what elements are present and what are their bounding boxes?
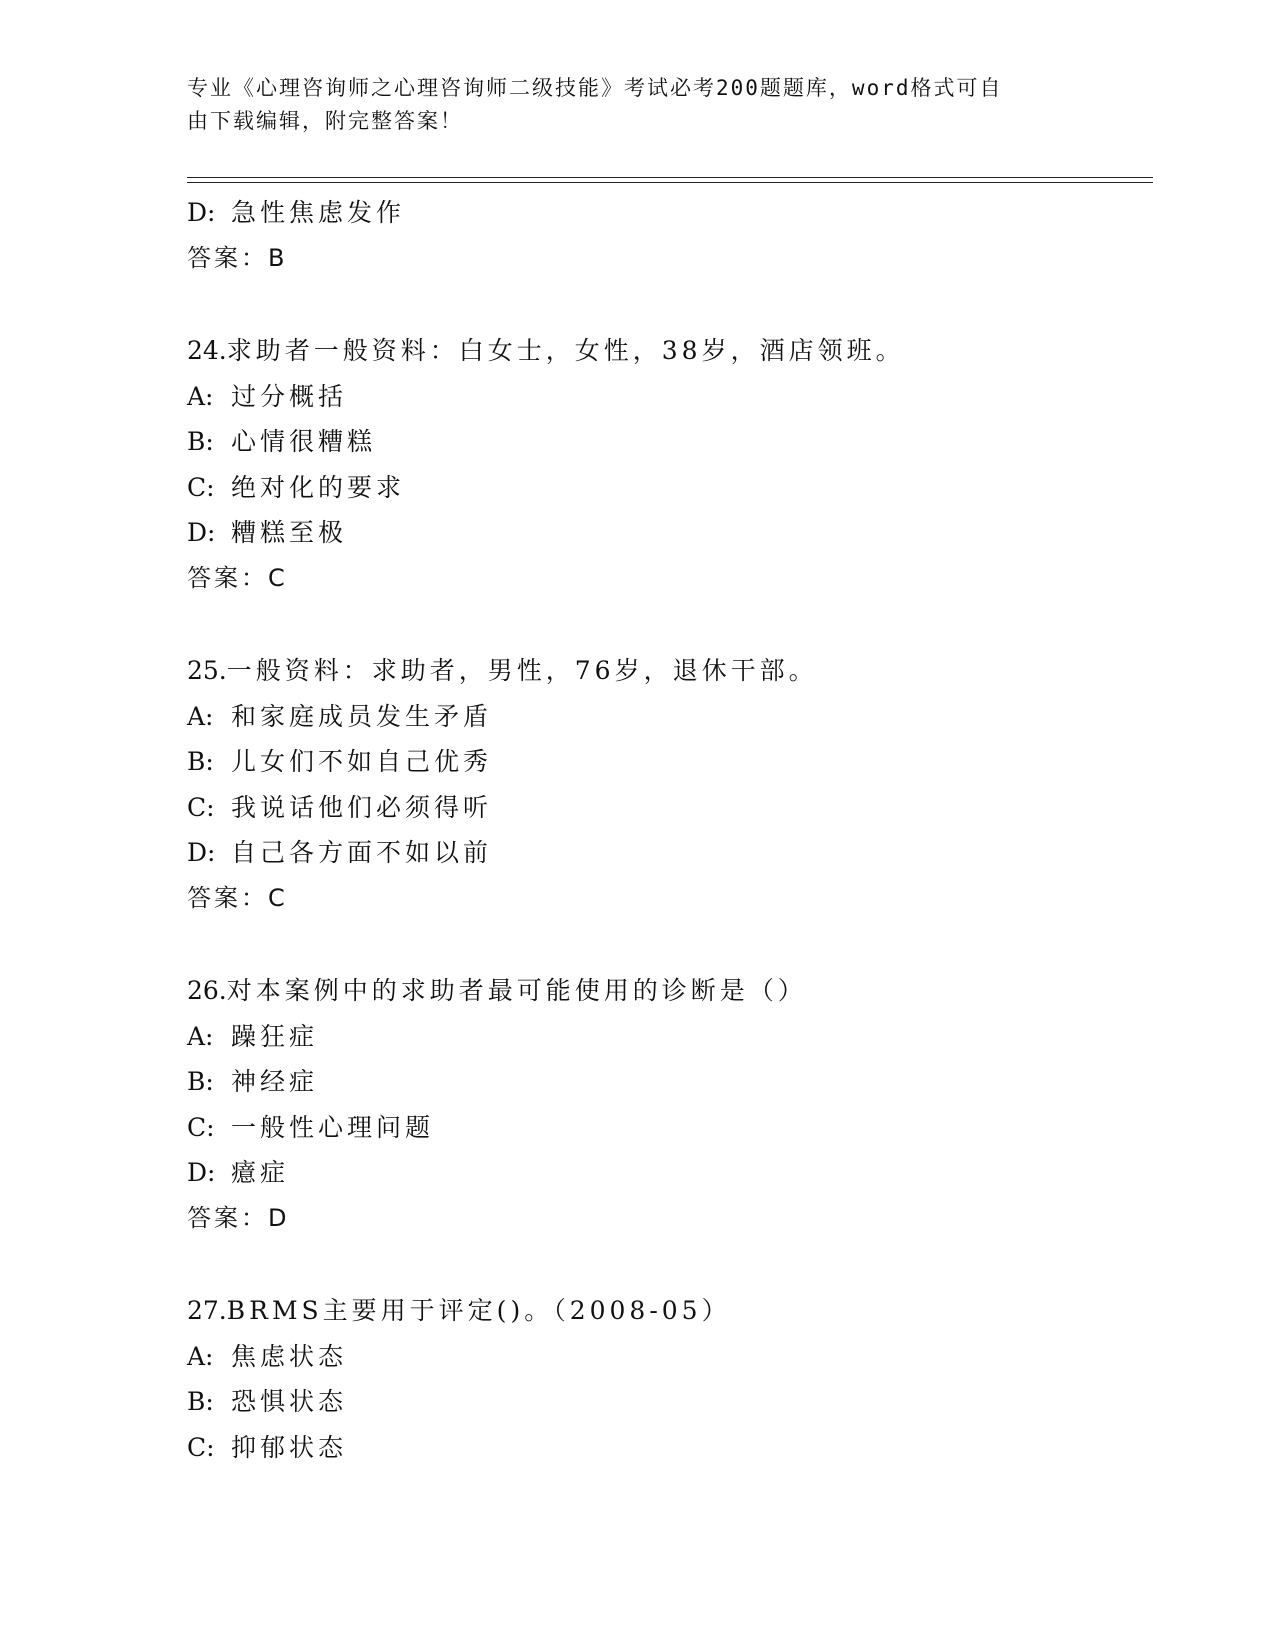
option-letter: C:	[187, 1112, 215, 1142]
option-letter: D:	[187, 1158, 216, 1187]
option-text: 我说话他们必须得听	[231, 792, 493, 822]
option-b	[187, 1379, 1147, 1425]
question-text: 一般资料：求助者，男性，76岁，退休干部。	[226, 656, 818, 685]
option-c	[187, 1105, 1147, 1151]
option-d	[187, 830, 1147, 876]
option-letter: B:	[187, 1387, 214, 1416]
option-text: 神经症	[231, 1067, 319, 1096]
question-number: 25.	[187, 656, 227, 685]
option-text: 儿女们不如自己优秀	[231, 747, 493, 776]
option-text: 躁狂症	[231, 1021, 319, 1051]
option-d	[187, 1150, 1147, 1196]
option-text: 急性焦虑发作	[231, 198, 406, 227]
option-b	[187, 419, 1147, 465]
option-letter: A:	[187, 1341, 214, 1371]
option-b	[187, 739, 1147, 785]
answer-line: 答案：C	[187, 563, 288, 592]
header-line-1: 专业《心理咨询师之心理咨询师二级技能》考试必考200题题库，word格式可自	[187, 76, 1003, 100]
option-text: 恐惧状态	[231, 1387, 348, 1416]
option-c	[187, 1425, 1147, 1471]
option-text: 过分概括	[231, 381, 348, 411]
question-stem	[187, 328, 1147, 374]
answer-line: 答案：C	[187, 883, 288, 912]
answer-line: 答案：D	[187, 1203, 290, 1232]
option-text: 和家庭成员发生矛盾	[231, 701, 493, 731]
option-c	[187, 465, 1147, 511]
question-stem	[187, 648, 1147, 694]
answer-line: 答案：B	[187, 243, 288, 272]
option-letter: A:	[187, 381, 214, 411]
header-divider-top	[187, 177, 1153, 178]
question-text: BRMS主要用于评定()。（2008-05）	[226, 1296, 731, 1325]
option-d	[187, 510, 1147, 556]
option-letter: D:	[187, 838, 216, 867]
option-letter: D:	[187, 518, 216, 547]
option-text: 心情很糟糕	[231, 427, 377, 456]
question-stem	[187, 1288, 1147, 1334]
option-d	[187, 190, 1147, 236]
option-a	[187, 374, 1147, 420]
option-text: 自己各方面不如以前	[231, 838, 493, 867]
question-number: 24.	[187, 336, 227, 365]
option-letter: A:	[187, 701, 214, 731]
option-a	[187, 1334, 1147, 1380]
option-text: 绝对化的要求	[231, 472, 406, 502]
option-text: 糟糕至极	[231, 518, 348, 547]
question-number: 27.	[187, 1296, 227, 1325]
option-text: 抑郁状态	[231, 1432, 348, 1462]
document-header	[187, 72, 1067, 138]
header-divider-bottom	[187, 182, 1153, 183]
option-text: 一般性心理问题	[231, 1112, 435, 1142]
option-a	[187, 1014, 1147, 1060]
option-letter: B:	[187, 747, 214, 776]
option-text: 焦虑状态	[231, 1341, 348, 1371]
option-letter: C:	[187, 472, 215, 502]
question-text: 对本案例中的求助者最可能使用的诊断是（）	[226, 976, 807, 1005]
option-letter: C:	[187, 1432, 215, 1462]
option-letter: B:	[187, 1067, 214, 1096]
option-a	[187, 694, 1147, 740]
header-line-2: 由下载编辑，附完整答案！	[187, 109, 463, 133]
option-text: 癔症	[231, 1158, 290, 1187]
option-b	[187, 1059, 1147, 1105]
question-text: 求助者一般资料：白女士，女性，38岁，酒店领班。	[226, 336, 905, 365]
question-number: 26.	[187, 976, 227, 1005]
option-letter: A:	[187, 1021, 214, 1051]
question-list	[187, 190, 1147, 1470]
option-c	[187, 785, 1147, 831]
option-letter: D:	[187, 198, 216, 227]
option-letter: C:	[187, 792, 215, 822]
option-letter: B:	[187, 427, 214, 456]
question-stem	[187, 968, 1147, 1014]
